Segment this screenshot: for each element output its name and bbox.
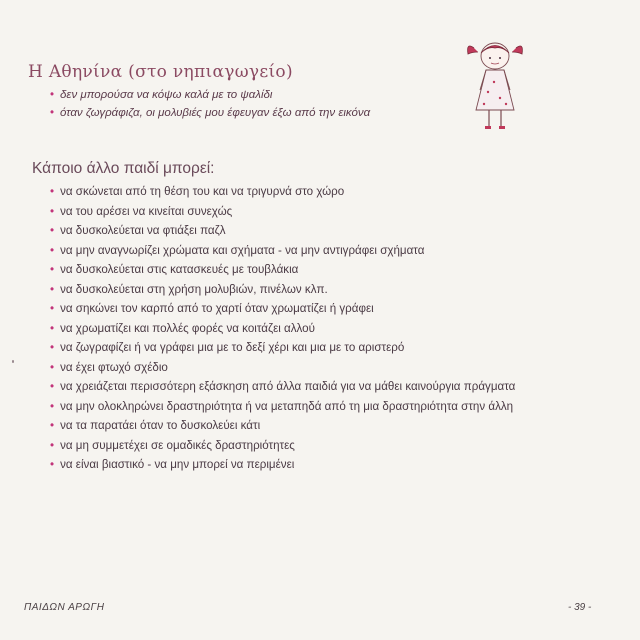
list-item: • να του αρέσει να κινείται συνεχώς <box>50 202 515 222</box>
list-item: • να έχει φτωχό σχέδιο <box>50 358 515 378</box>
list-item: • να ζωγραφίζει ή να γράφει μια με το δεξί χέρι και μια με το αριστερό <box>50 338 515 358</box>
page-number: - 39 - <box>568 602 592 613</box>
list-item: • να σηκώνει τον καρπό από το χαρτί όταν χρωματίζει ή γράφει <box>50 299 515 319</box>
list-item: • να χρειάζεται περισσότερη εξάσκηση από άλλα παιδιά για να μάθει καινούργια πράγματα <box>50 377 515 397</box>
list-item: • να μην αναγνωρίζει χρώματα και σχήματα - να μην αντιγράφει σχήματα <box>50 241 515 261</box>
list-item: • να μη συμμετέχει σε ομαδικές δραστηριότητες <box>50 436 515 456</box>
list-item: • να δυσκολεύεται στις κατασκευές με τουβλάκια <box>50 260 515 280</box>
list-item: • να δυσκολεύεται στη χρήση μολυβιών, πινέλων κλπ. <box>50 280 515 300</box>
story-heading: Η Αθηνίνα (στο νηπιαγωγείο) <box>28 62 293 82</box>
list-item: • να είναι βιαστικό - να μην μπορεί να περιμένει <box>50 455 515 475</box>
behavior-list <box>50 182 515 475</box>
section-title: Κάποιο άλλο παιδί μπορεί: <box>32 160 215 177</box>
list-item: • να χρωματίζει και πολλές φορές να κοιτάζει αλλού <box>50 319 515 339</box>
girl-illustration <box>460 34 530 134</box>
list-item: • να τα παρατάει όταν το δυσκολεύει κάτι <box>50 416 515 436</box>
list-item: • να σκώνεται από τη θέση του και να τριγυρνά στο χώρο <box>50 182 515 202</box>
scan-speck <box>12 360 14 363</box>
quote-list <box>50 86 370 122</box>
list-item: • να δυσκολεύεται να φτιάξει παζλ <box>50 221 515 241</box>
quote-item: • όταν ζωγράφιζα, οι μολυβιές μου έφευγαν έξω από την εικόνα <box>50 104 370 122</box>
quote-item: • δεν μπορούσα να κόψω καλά με το ψαλίδι <box>50 86 370 104</box>
list-item: • να μην ολοκληρώνει δραστηριότητα ή να μεταπηδά από τη μια δραστηριότητα στην άλλη <box>50 397 515 417</box>
publisher-footer: ΠΑΙΔΩΝ ΑΡΩΓΗ <box>24 602 105 613</box>
